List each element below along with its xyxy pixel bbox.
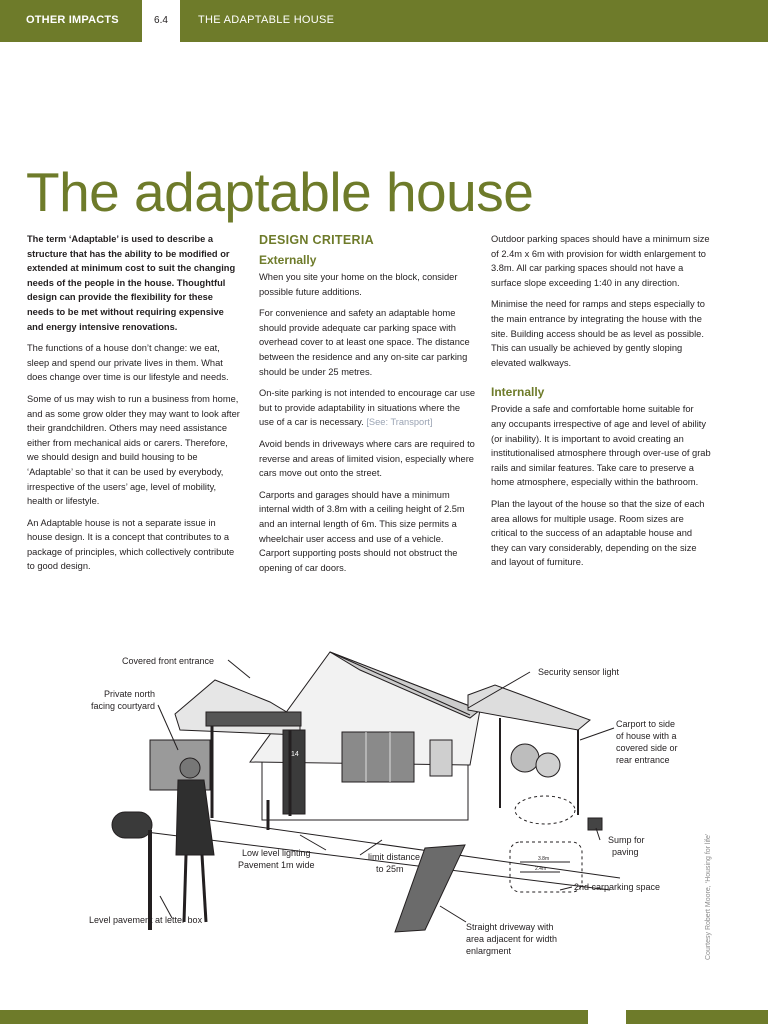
window: [342, 732, 414, 782]
label-carport-line3: covered side or: [616, 743, 678, 753]
person-head: [180, 758, 200, 778]
paragraph: [259, 386, 476, 430]
label-courtyard-line1: Private north: [103, 689, 155, 699]
column-1: [27, 232, 242, 581]
paragraph: Plan the layout of the house so that the size of each area allows for multiple usage. Room sizes are critical to the success of an adaptable house and they can vary considerably, depending on the size and layout of furniture.: [491, 498, 705, 568]
internally-subheading: Internally: [491, 385, 545, 400]
person-body: [176, 780, 214, 855]
paragraph: Carports and garages should have a minimum internal width of 3.8m with a ceiling height of 2.5m and an internal length of 6m. This size permits a wheelchair user access and use of a vehicle. Carport supporting posts should not obstruct the opening of car doors.: [259, 489, 465, 573]
leader-line: [580, 728, 614, 740]
label-carport-line1: Carport to side: [616, 719, 676, 729]
tree: [536, 753, 560, 777]
label-letterbox: Level pavement at letter box: [89, 915, 203, 925]
dimension-label: 2.4m: [535, 866, 547, 872]
front-door: [283, 730, 305, 814]
lead-paragraph: The term ‘Adaptable’ is used to describe a structure that has the ability to be modified or extended at minimum cost to suit the changing needs of the people in the house. Thoughtful design can provide the flexibility for these needs to be met without requiring expensive and energy intensive renovations.: [27, 234, 236, 332]
design-criteria-heading: DESIGN CRITERIA: [259, 233, 374, 247]
house-number: 14: [291, 751, 299, 758]
parking-space-outline: [515, 796, 575, 824]
header-bar: [0, 0, 768, 42]
image-credit: Courtesy Robert Moore, ‘Housing for life’: [705, 833, 712, 960]
paragraph: Some of us may wish to run a business from home, and as some grow older they may want to look after their grandchildren. Others may need assistance either from mechanical aids or carers. Therefore, we should design and build housing to be ‘Adaptable’ so that it can be used by everybody, irrespective of the users’ age, level of mobility, health or lifestyle.: [27, 393, 240, 507]
porch-fascia: [206, 712, 301, 726]
label-carport-line4: rear entrance: [616, 755, 670, 765]
label-limit-line2: to 25m: [376, 864, 404, 874]
header-title: THE ADAPTABLE HOUSE: [198, 14, 335, 26]
label-lighting-line1: Low level lighting: [242, 848, 311, 858]
header-section: OTHER IMPACTS: [26, 14, 119, 26]
paragraph-text: On-site parking is not intended to encourage car use but to provide adaptability in situations where the use of a car is necessary.: [259, 388, 476, 428]
label-second-parking: 2nd carparking space: [574, 882, 661, 892]
footer-bar-left: [0, 1010, 588, 1024]
dimension-label: 3.8m: [538, 856, 550, 862]
label-driveway-line2: area adjacent for width: [466, 934, 558, 944]
label-sensor-light: Security sensor light: [538, 667, 620, 677]
carport-roof: [468, 685, 590, 730]
adaptable-house-illustration: [0, 640, 768, 1000]
label-carport-line2: of house with a: [616, 731, 677, 741]
paragraph: The functions of a house don’t change: we eat, sleep and spend our private lives in them. What does change over time is our lifestyle and needs.: [27, 343, 229, 383]
leader-line: [560, 887, 572, 890]
porch-roof: [175, 680, 300, 735]
paragraph: Minimise the need for ramps and steps especially to the main entrance by integrating the house with the site. Building access should be as level as possible. This can usually be achieved by gently sloping elevated walkways.: [491, 299, 705, 368]
label-courtyard-line2: facing courtyard: [90, 701, 155, 711]
paragraph: Outdoor parking spaces should have a minimum size of 2.4m x 6m with provision for width enlargement to 3.8m. All car parking spaces should not have a surface slope exceeding 1:40 in any direction.: [491, 234, 710, 288]
label-sump-line1: Sump for: [608, 835, 645, 845]
label-sump-line2: paving: [612, 847, 639, 857]
label-driveway-line3: enlargment: [466, 946, 512, 956]
label-driveway-line1: Straight driveway with: [466, 922, 554, 932]
letterbox: [112, 812, 152, 838]
paragraph: Avoid bends in driveways where cars are required to reverse and areas of limited vision, especially where cars move out onto the street.: [259, 438, 475, 479]
sump: [588, 818, 602, 830]
transport-reference-link[interactable]: [See: Transport]: [366, 417, 433, 428]
paragraph: An Adaptable house is not a separate issue in house design. It is a concept that contributes to a package of principles, which collectively contribute to good design.: [27, 517, 235, 572]
page-title: The adaptable house: [26, 161, 534, 223]
paragraph: Provide a safe and comfortable home suitable for any occupants irrespective of age and level of ability (or inability). It is important to avoid creating an institutionalised atmosphere through over-use of grab rails and similar features. Take care to preserve a home atmosphere, especially within the bathroom.: [491, 404, 711, 488]
person-leg: [184, 855, 186, 922]
label-lighting-line2: Pavement 1m wide: [238, 860, 315, 870]
footer-bar-right: [626, 1010, 768, 1024]
externally-subheading: Externally: [259, 253, 317, 267]
person-leg: [202, 855, 206, 922]
tree: [511, 744, 539, 772]
label-covered-entrance: Covered front entrance: [122, 656, 215, 666]
paragraph: When you site your home on the block, consider possible future additions.: [259, 272, 458, 297]
column-3: [491, 232, 711, 577]
side-window: [430, 740, 452, 776]
header-number: 6.4: [142, 0, 180, 42]
label-limit-line1: limit distance: [368, 852, 421, 862]
column-2: [259, 232, 476, 582]
paragraph: For convenience and safety an adaptable home should provide adequate car parking space with overhead cover to at least one space. The distance between the residence and any on-site car parking should be under 25 metres.: [259, 308, 470, 377]
leader-line: [228, 660, 250, 678]
leader-line: [440, 906, 466, 922]
